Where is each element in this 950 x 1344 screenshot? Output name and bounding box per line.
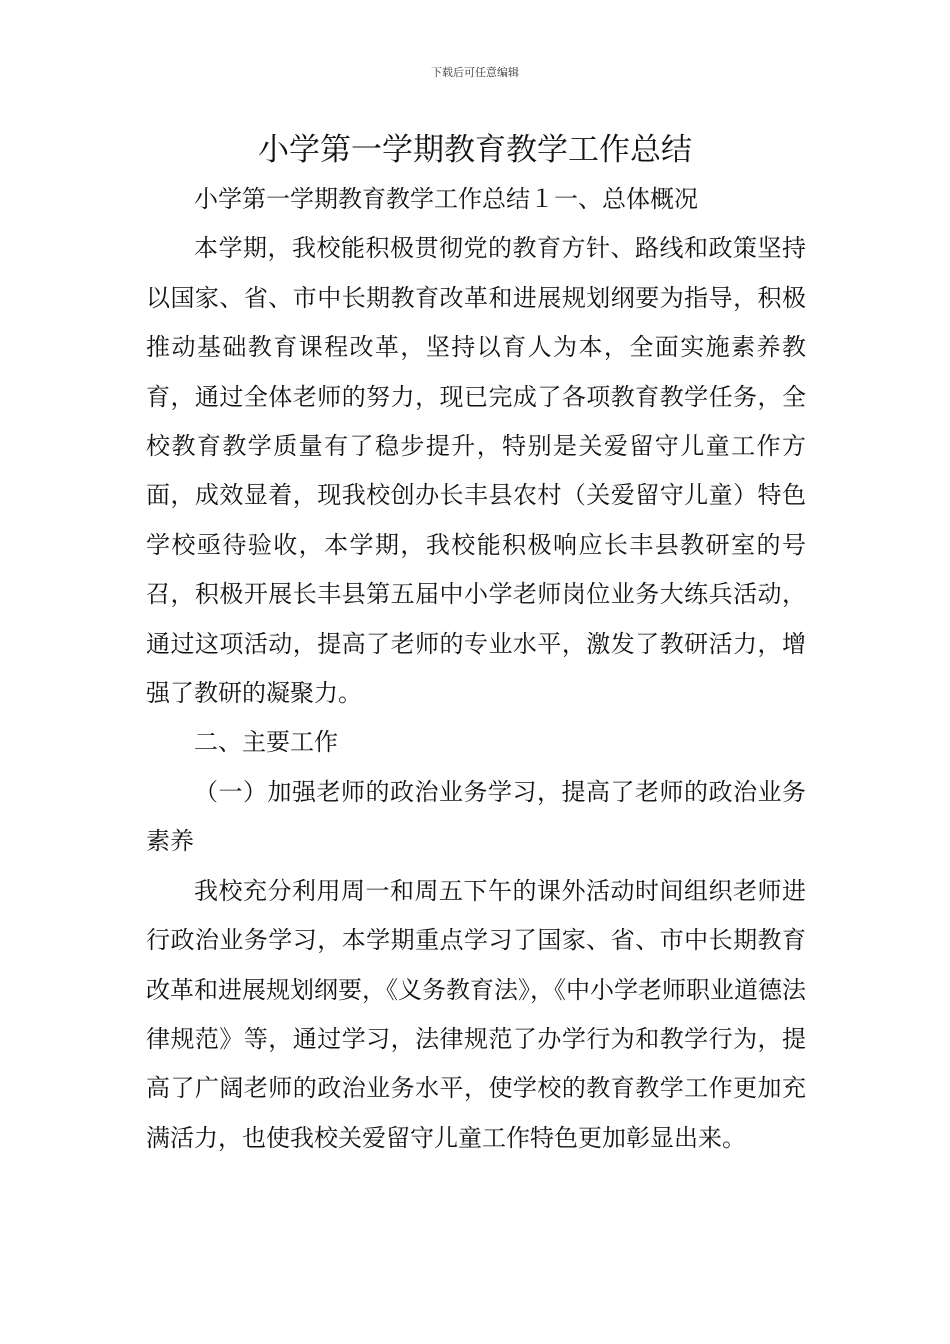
paragraph-political-study: 我校充分利用周一和周五下午的课外活动时间组织老师进行政治业务学习，本学期重点学习了国家、省、市中长期教育改革和进展规划纲要，《义务教育法》，《中小学老师职业道德法律规范》等，通过学习，法律规范了办学行为和教学行为，提高了广阔老师的政治业务水平，使学校的教育教学工作更加充满活力，也使我校关爱留守儿童工作特色更加彰显出来。 (146, 876, 806, 1152)
header-note: 下载后可任意编辑 (431, 66, 519, 79)
document-body (146, 175, 806, 1163)
document-title: 小学第一学期教育教学工作总结 (258, 132, 692, 168)
section-heading-main-work: 二、主要工作 (194, 728, 338, 757)
subsection-heading-political-study: （一）加强老师的政治业务学习，提高了老师的政治业务素养 (146, 777, 806, 856)
paragraph-overview: 本学期，我校能积极贯彻党的教育方针、路线和政策坚持以国家、省、市中长期教育改革和进展规划纲要为指导，积极推动基础教育课程改革，坚持以育人为本，全面实施素养教育，通过全体老师的努力，现已完成了各项教育教学任务，全校教育教学质量有了稳步提升，特别是关爱留守儿童工作方面，成效显着，现我校创办长丰县农村（关爱留守儿童）特色学校亟待验收，本学期，我校能积极响应长丰县教研室的号召，积极开展长丰县第五届中小学老师岗位业务大练兵活动，通过这项活动，提高了老师的专业水平，激发了教研活力，增强了教研的凝聚力。 (146, 234, 806, 708)
intro-line: 小学第一学期教育教学工作总结１一、总体概况 (194, 185, 698, 213)
